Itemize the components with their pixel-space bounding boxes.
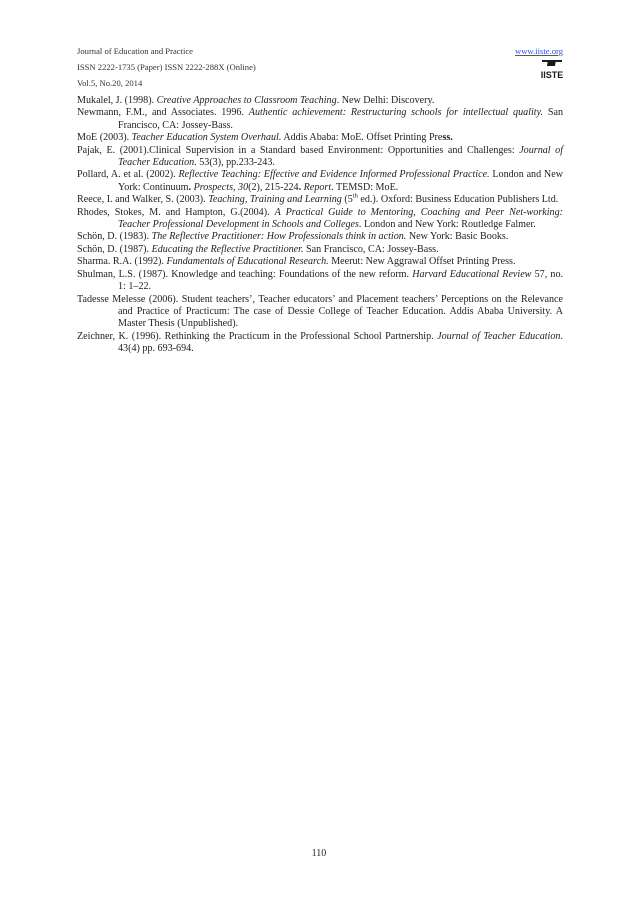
reference-text: . New Delhi: Discovery.: [336, 95, 435, 106]
reference-text: .: [298, 181, 302, 193]
reference-entry: [77, 244, 563, 256]
reference-text: Meerut: New Aggrawal Offset Printing Press.: [328, 256, 516, 268]
reference-text: New York: Basic Books.: [406, 231, 509, 243]
reference-entry: [77, 95, 563, 107]
reference-entry: [77, 294, 563, 331]
reference-entry: [77, 269, 563, 294]
reference-text: Rhodes, Stokes, M. and Hampton, G.(2004).: [77, 206, 275, 218]
reference-entry: [77, 207, 563, 232]
volume-line: Vol.5, No.20, 2014: [77, 78, 143, 88]
page-header: [77, 43, 563, 91]
reference-entry: [77, 231, 563, 243]
reference-entry: [77, 194, 563, 206]
reference-text: ed.). Oxford: Business Education Publishers Ltd.: [357, 194, 559, 206]
reference-text: Teaching, Training and Learning: [208, 194, 342, 206]
reference-text: (5: [341, 194, 353, 206]
reference-text: The Reflective Practitioner: How Professionals think in action.: [151, 231, 407, 243]
reference-text: Pajak, E. (2001).Clinical Supervision in a Standard based Environment: Opportunities and Challenges:: [77, 144, 520, 156]
reference-text: Creative Approaches to Classroom Teaching: [156, 95, 337, 106]
page-number: 110: [311, 848, 327, 859]
reference-entry: [77, 256, 563, 268]
reference-text: th: [352, 192, 358, 200]
references-list: [77, 95, 563, 356]
reference-text: 57, no. 1: 1–22.: [118, 268, 564, 293]
reference-text: MoE (2003).: [77, 132, 132, 144]
reference-text: Teacher Education System Overhaul.: [131, 132, 282, 144]
reference-text: ss.: [442, 132, 453, 144]
logo-text: IISTE: [540, 70, 564, 80]
reference-text: San Francisco, CA: Jossey-Bass.: [303, 243, 439, 255]
reference-text: Report: [303, 181, 332, 193]
reference-text: London and New York: Continuum: [118, 169, 563, 193]
reference-entry: [77, 331, 563, 356]
reference-text: Newmann, F.M., and Associates. 1996.: [77, 107, 249, 119]
reference-text: Shulman, L.S. (1987). Knowledge and teaching: Foundations of the new reform.: [77, 268, 413, 280]
journal-title: Journal of Education and Practice: [77, 46, 193, 56]
journal-url-link[interactable]: www.iiste.org: [515, 46, 563, 56]
reference-text: (2), 215-224: [248, 181, 299, 193]
reference-text: . 43(4) pp. 693-694.: [118, 330, 563, 355]
reference-text: A Practical Guide to Mentoring, Coaching and Peer Net-working: Teacher Professional Development in Schools and Colleges: [118, 206, 563, 231]
reference-entry: [77, 107, 563, 132]
reference-text: Sharma. R.A. (1992).: [77, 256, 167, 268]
reference-text: Journal of Teacher Education: [437, 330, 561, 342]
reference-text: Mukalel, J. (1998).: [77, 95, 157, 106]
reference-text: Prospects: [193, 181, 233, 193]
reference-entry: [77, 145, 563, 170]
iiste-logo: [539, 60, 565, 80]
reference-text: . TEMSD: MoE.: [331, 181, 399, 193]
issn-line: ISSN 2222-1735 (Paper) ISSN 2222-288X (Online): [77, 62, 256, 72]
reference-text: Harvard Educational Review: [412, 268, 532, 280]
reference-text: Tadesse Melesse (2006). Student teachers’, Teacher educators’ and Placement teachers’ Perceptions on the Relevance and Practice of Practicum: The case of Dessie College of Teacher Education. Addis Ababa University. A Master Thesis (Unpublished).: [77, 293, 563, 330]
reference-text: Pollard, A. et al. (2002).: [77, 169, 179, 181]
reference-entry: [77, 132, 563, 144]
reference-text: San Francisco, CA: Jossey-Bass.: [118, 107, 563, 131]
reference-text: . London and New York: Routledge Falmer.: [358, 219, 536, 231]
reference-text: Reflective Teaching: Effective and Evidence Informed Professional Practice.: [178, 169, 490, 181]
reference-text: Educating the Reflective Practitioner.: [151, 243, 304, 255]
reference-text: ,: [233, 181, 239, 193]
reference-text: Zeichner, K. (1996). Rethinking the Practicum in the Professional School Partnership.: [77, 330, 438, 342]
reference-text: 30: [238, 181, 249, 193]
reference-text: . 53(3), pp.233-243.: [194, 157, 275, 169]
reference-text: Authentic achievement: Restructuring schools for intellectual quality.: [248, 107, 544, 119]
reference-text: Fundamentals of Educational Research.: [166, 256, 329, 268]
reference-text: .: [188, 181, 192, 193]
reference-text: Journal of Teacher Education: [118, 144, 563, 169]
reference-text: Reece, I. and Walker, S. (2003).: [77, 194, 209, 206]
reference-text: Schön, D. (1987).: [77, 243, 152, 255]
reference-text: Addis Ababa: MoE. Offset Printing Pre: [281, 132, 443, 144]
reference-text: Schön, D. (1983).: [77, 231, 152, 243]
reference-entry: [77, 169, 563, 194]
